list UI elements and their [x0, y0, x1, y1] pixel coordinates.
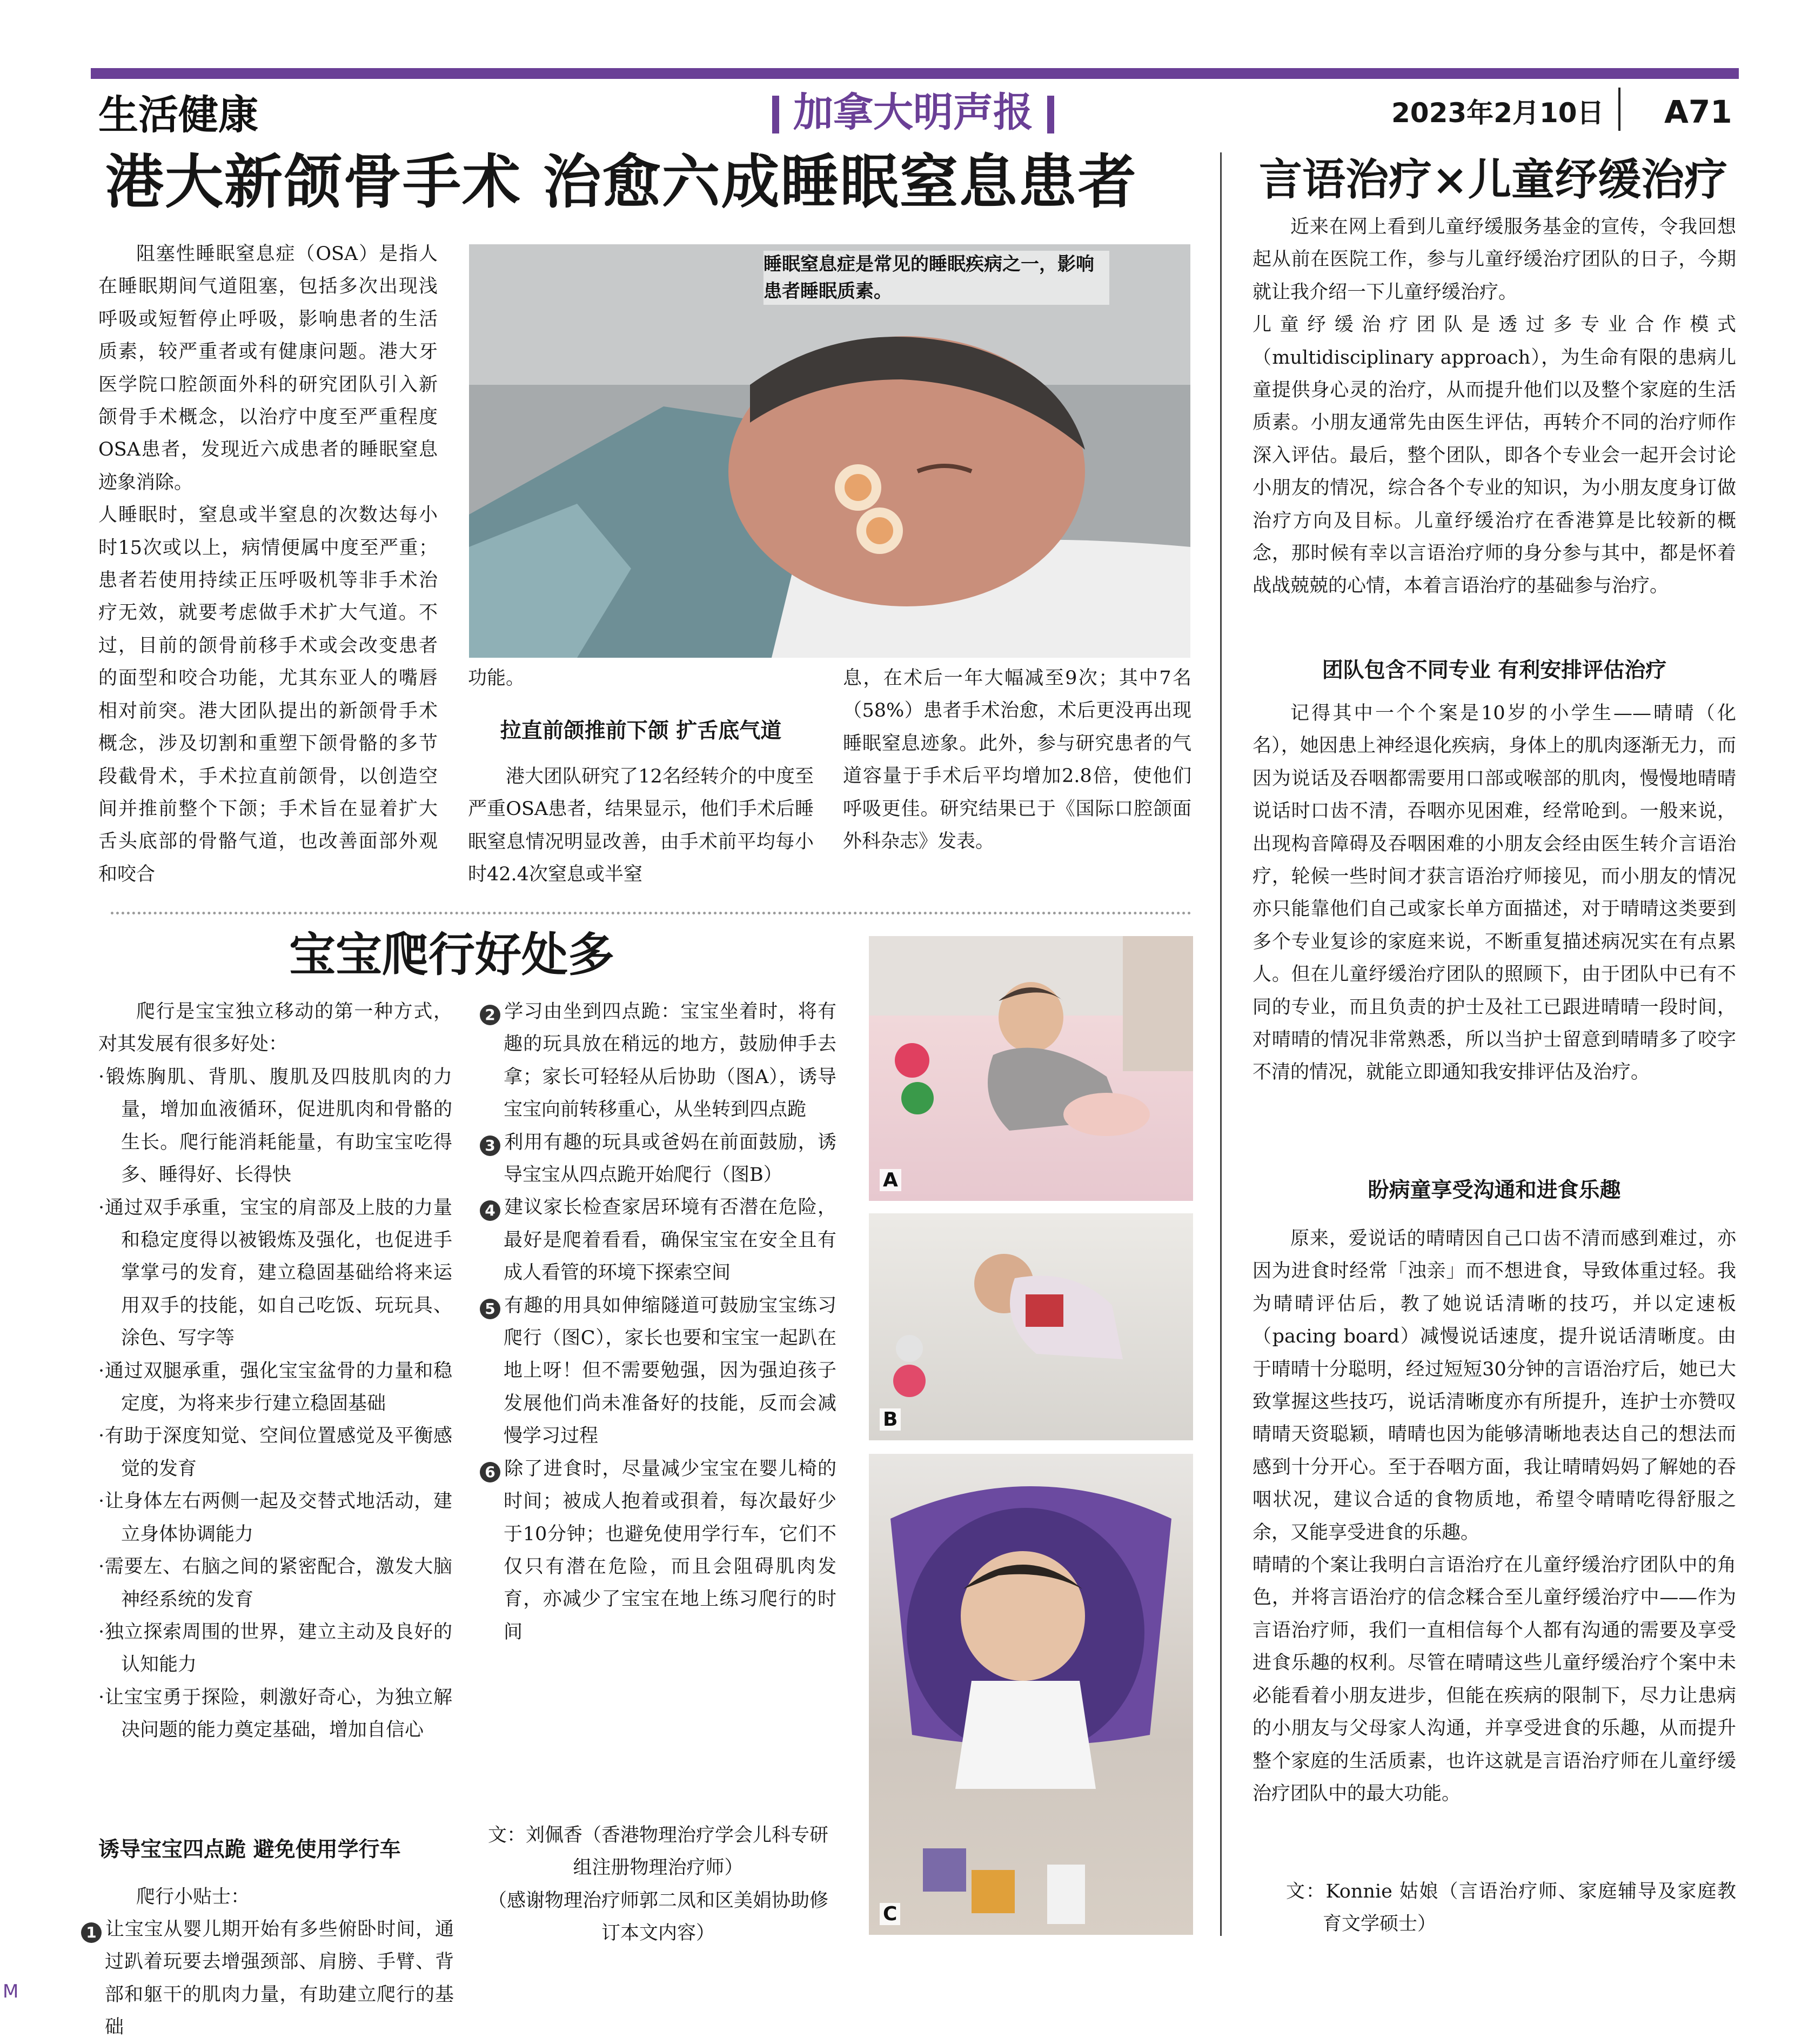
- section-title: 生活健康: [98, 92, 258, 138]
- crawl-benefit-item: ·让身体左右两侧一起及交替式地活动，建立身体协调能力: [98, 1491, 452, 1545]
- speech-subhead-2: 盼病童享受沟通和进食乐趣: [1368, 1178, 1621, 1203]
- tip-number-badge: 1: [81, 1922, 102, 1943]
- tip-text: 建议家长检查家居环境有否潜在危险，最好是爬着看看，确保宝宝在安全且有成人看管的环境下探索空间: [504, 1197, 836, 1284]
- crawl-benefit-item: ·有助于深度知觉、空间位置感觉及平衡感觉的发育: [98, 1425, 452, 1480]
- tip-number-badge: 6: [480, 1462, 500, 1482]
- page-number: A71: [1664, 93, 1732, 130]
- crawl-subhead: 诱导宝宝四点跪 避免使用学行车: [98, 1837, 401, 1862]
- crawl-tip-item: [480, 1290, 836, 1453]
- masthead-rule: [91, 68, 1739, 79]
- photo-a-label: A: [880, 1169, 901, 1191]
- sleeping-man-illustration: [469, 244, 1190, 658]
- photo-c-illustration: [869, 1454, 1193, 1935]
- tip-number-badge: 5: [480, 1299, 500, 1319]
- newspaper-masthead: [740, 85, 1086, 139]
- crawl-tip-item: [480, 1453, 836, 1648]
- tip-text: 学习由坐到四点跪：宝宝坐着时，将有趣的玩具放在稍远的地方，鼓励伸手去拿；家长可轻轻从后协助（图A），诱导宝宝向前转移重心，从坐转到四点跪: [504, 1001, 836, 1121]
- crawl-intro: 爬行是宝宝独立移动的第一种方式，对其发展有很多好处：: [98, 1001, 452, 1056]
- photo-c-baby-in-tunnel: [869, 1454, 1193, 1935]
- speech-article-p1: 近来在网上看到儿童纾缓服务基金的宣传，令我回想起从前在医院工作，参与儿童纾缓治疗团队的日子，今期就让我介绍一下儿童纾缓治疗。 儿童纾缓治疗团队是透过多专业合作模式（multidisciplinary approach），为生命有限的患病儿童提供身心灵的治疗，从而提升他们以及整个家庭的生活质素。小朋友通常先由医生评估，再转介不同的治疗师作深入评估。最后，整个团队，即各个专业会一起开会讨论小朋友的情况，综合各个专业的知识，为小朋友度身订做治疗方向及目标。儿童纾缓治疗在香港算是比较新的概念，那时候有幸以言语治疗师的身分参与其中，都是怀着战战兢兢的心情，本着言语治疗的基础参与治疗。: [1253, 216, 1736, 597]
- crawl-benefit-item: ·锻炼胸肌、背肌、腹肌及四肢肌肉的力量，增加血液循环，促进肌肉和骨骼的生长。爬行能消耗能量，有助宝宝吃得多、睡得好、长得快: [98, 1066, 452, 1186]
- masthead-left: 加拿大: [793, 89, 913, 136]
- photo-b-label: B: [880, 1408, 901, 1431]
- crawl-benefit-item: ·通过双手承重，宝宝的肩部及上肢的力量和稳定度得以被锻炼及强化，也促进手掌掌弓的发育，建立稳固基础给将来运用双手的技能，如自己吃饭、玩玩具、涂色、写字等: [98, 1197, 452, 1350]
- tip-1-list: [81, 1913, 454, 2039]
- masthead-bar-left: [772, 96, 779, 133]
- speech-article-p3: 原来，爱说话的晴晴因自己口齿不清而感到难过，亦因为进食时经常「浊亲」而不想进食，导致体重过轻。我为晴晴评估后，教了她说话清晰的技巧，并以定速板（pacing board）减慢说话速度，提升说话清晰度。由于晴晴十分聪明，经过短短30分钟的言语治疗后，她已大致掌握这些技巧，说话清晰度亦有所提升，连护士亦赞叹晴晴天资聪颖，晴晴也因为能够清晰地表达自己的想法而感到十分开心。至于吞咽方面，我让晴晴妈妈了解她的吞咽状况，建议合适的食物质地，希望令晴晴吃得舒服之余，又能享受进食的乐趣。 晴晴的个案让我明白言语治疗在儿童纾缓治疗团队中的角色，并将言语治疗的信念糅合至儿童纾缓治疗中——作为言语治疗师，我们一直相信每个人都有沟通的需要及享受进食乐趣的权利。尽管在晴晴这些儿童纾缓治疗个案中未必能看着小朋友进步，但能在疾病的限制下，尽力让患病的小朋友与父母家人沟通，并享受进食的乐趣，从而提升整个家庭的生活质素，也许这就是言语治疗师在儿童纾缓治疗团队中的最大功能。: [1253, 1228, 1736, 1805]
- headline-speech-therapy: 言语治疗×儿童纾缓治疗: [1259, 154, 1728, 205]
- crawl-tip-item: [480, 1126, 836, 1192]
- tip-text: 有趣的用具如伸缩隧道可鼓励宝宝练习爬行（图C），家长也要和宝宝一起趴在地上呀！但不需要勉强，因为强迫孩子发展他们尚未准备好的技能，反而会减慢学习过程: [504, 1294, 836, 1447]
- crawl-benefits-list: [98, 1061, 452, 1747]
- crawl-benefit-item: ·需要左、右脑之间的紧密配合，激发大脑神经系统的发育: [98, 1556, 452, 1611]
- crawl-tips-title: 爬行小贴士：: [136, 1886, 250, 1908]
- crawl-thanks: （感谢物理治疗师郭二凤和区美娟协助修订本文内容）: [487, 1890, 828, 1945]
- speech-byline: 文：Konnie 姑娘（言语治疗师、家庭辅导及家庭教育文学硕士）: [1286, 1881, 1736, 1935]
- sleeping-man-photo: [469, 244, 1190, 658]
- crawl-tip-item: [480, 996, 836, 1126]
- photo-a-illustration: [869, 936, 1193, 1201]
- jaw-article-col2: 港大团队研究了12名经转介的中度至严重OSA患者，结果显示，他们手术后睡眠窒息情况明显改善，由手术前平均每小时42.4次窒息或半窒: [468, 766, 814, 886]
- photo-b-illustration: [869, 1213, 1193, 1440]
- column-rule: [1220, 152, 1222, 1936]
- speech-article-p2: 记得其中一个个案是10岁的小学生——晴晴（化名），她因患上神经退化疾病，身体上的肌肉逐渐无力，而因为说话及吞咽都需要用口部或喉部的肌肉，慢慢地晴晴说话时口齿不清，吞咽亦见困难，经常呛到。一般来说，出现构音障碍及吞咽困难的小朋友会经由医生转介言语治疗，轮候一些时间才获言语治疗师接见，而小朋友的情况亦只能靠他们自己或家长单方面描述，对于晴晴这类要到多个专业复诊的家庭来说，不断重复描述病况实在有点累人。但在儿童纾缓治疗团队的照顾下，由于团队中已有不同的专业，而且负责的护士及社工已跟进晴晴一段时间，对晴晴的情况非常熟悉，所以当护士留意到晴晴多了咬字不清的情况，就能立即通知我安排评估及治疗。: [1253, 703, 1736, 1084]
- speech-subhead-1: 团队包含不同专业 有利安排评估治疗: [1322, 658, 1667, 683]
- tip-text: 让宝宝从婴儿期开始有多些俯卧时间，通过趴着玩要去增强颈部、肩膀、手臂、背部和躯干的肌肉力量，有助建立爬行的基础: [105, 1919, 454, 2039]
- crawl-byline: 文：刘佩香（香港物理治疗学会儿科专研组注册物理治疗师）: [487, 1825, 828, 1879]
- headline-jaw-surgery: 港大新颌骨手术 治愈六成睡眠窒息患者: [105, 148, 1137, 216]
- tip-number-badge: 4: [480, 1200, 500, 1221]
- issue-date: 2023年2月10日: [1391, 97, 1604, 129]
- dotted-separator: [111, 912, 1191, 914]
- crawl-tip-item: [81, 1913, 454, 2044]
- photo-c-label: C: [880, 1903, 900, 1925]
- tip-number-badge: 2: [480, 1005, 500, 1025]
- headline-baby-crawling: 宝宝爬行好处多: [289, 927, 614, 982]
- jaw-article-col1: 阻塞性睡眠窒息症（OSA）是指人在睡眠期间气道阻塞，包括多次出现浅呼吸或短暂停止呼吸，影响患者的生活质素，较严重者或有健康问题。港大牙医学院口腔颌面外科的研究团队引入新颌骨手术概念，以治疗中度至严重程度OSA患者，发现近六成患者的睡眠窒息迹象消除。 人睡眠时，窒息或半窒息的次数达每小时15次或以上，病情便属中度至严重；患者若使用持续正压呼吸机等非手术治疗无效，就要考虑做手术扩大气道。不过，目前的颌骨前移手术或会改变患者的面型和咬合功能，尤其东亚人的嘴唇相对前突。港大团队提出的新颌骨手术概念，涉及切割和重塑下颌骨骼的多节段截骨术，手术拉直前颌骨，以创造空间并推前整个下颌；手术旨在显着扩大舌头底部的骨骼气道，也改善面部外观和咬合: [98, 243, 438, 885]
- crawl-benefit-item: ·通过双腿承重，强化宝宝盆骨的力量和稳定度，为将来步行建立稳固基础: [98, 1360, 452, 1415]
- photo-b-baby-crawling: [869, 1213, 1193, 1440]
- jaw-subhead: 拉直前颌推前下颌 扩舌底气道: [500, 718, 782, 743]
- tip-number-badge: 3: [480, 1135, 500, 1156]
- crawl-tips-list: [480, 996, 836, 1648]
- masthead-right: 明声报: [913, 89, 1033, 136]
- tip-text: 除了进食时，尽量减少宝宝在婴儿椅的时间；被成人抱着或孭着，每次最好少于10分钟；也避免使用学行车，它们不仅只有潜在危险，而且会阻碍肌肉发育，亦减少了宝宝在地上练习爬行的时间: [504, 1458, 836, 1643]
- masthead-bar-right: [1047, 96, 1054, 133]
- date-divider: [1618, 88, 1620, 131]
- crawl-benefit-item: ·独立探索周围的世界，建立主动及良好的认知能力: [98, 1621, 452, 1676]
- crawl-tip-item: [480, 1191, 836, 1289]
- crawl-benefit-item: ·让宝宝勇于探险，刺激好奇心，为独立解决问题的能力奠定基础，增加自信心: [98, 1686, 452, 1741]
- jaw-article-col3: 息，在术后一年大幅减至9次；其中7名（58%）患者手术治愈，术后更没再出现睡眠窒息迹象。此外，参与研究患者的气道容量于手术后平均增加2.8倍，使他们呼吸更佳。研究结果已于《国际口腔颌面外科杂志》发表。: [843, 667, 1191, 853]
- page-corner-mark: M: [3, 1981, 19, 2002]
- tip-text: 利用有趣的玩具或爸妈在前面鼓励，诱导宝宝从四点跪开始爬行（图B）: [504, 1131, 836, 1186]
- photo-a-baby-sitting: [869, 936, 1193, 1201]
- photo-caption: 睡眠窒息症是常见的睡眠疾病之一，影响患者睡眠质素。: [763, 251, 1109, 305]
- jaw-article-col2-top: 功能。: [468, 667, 525, 689]
